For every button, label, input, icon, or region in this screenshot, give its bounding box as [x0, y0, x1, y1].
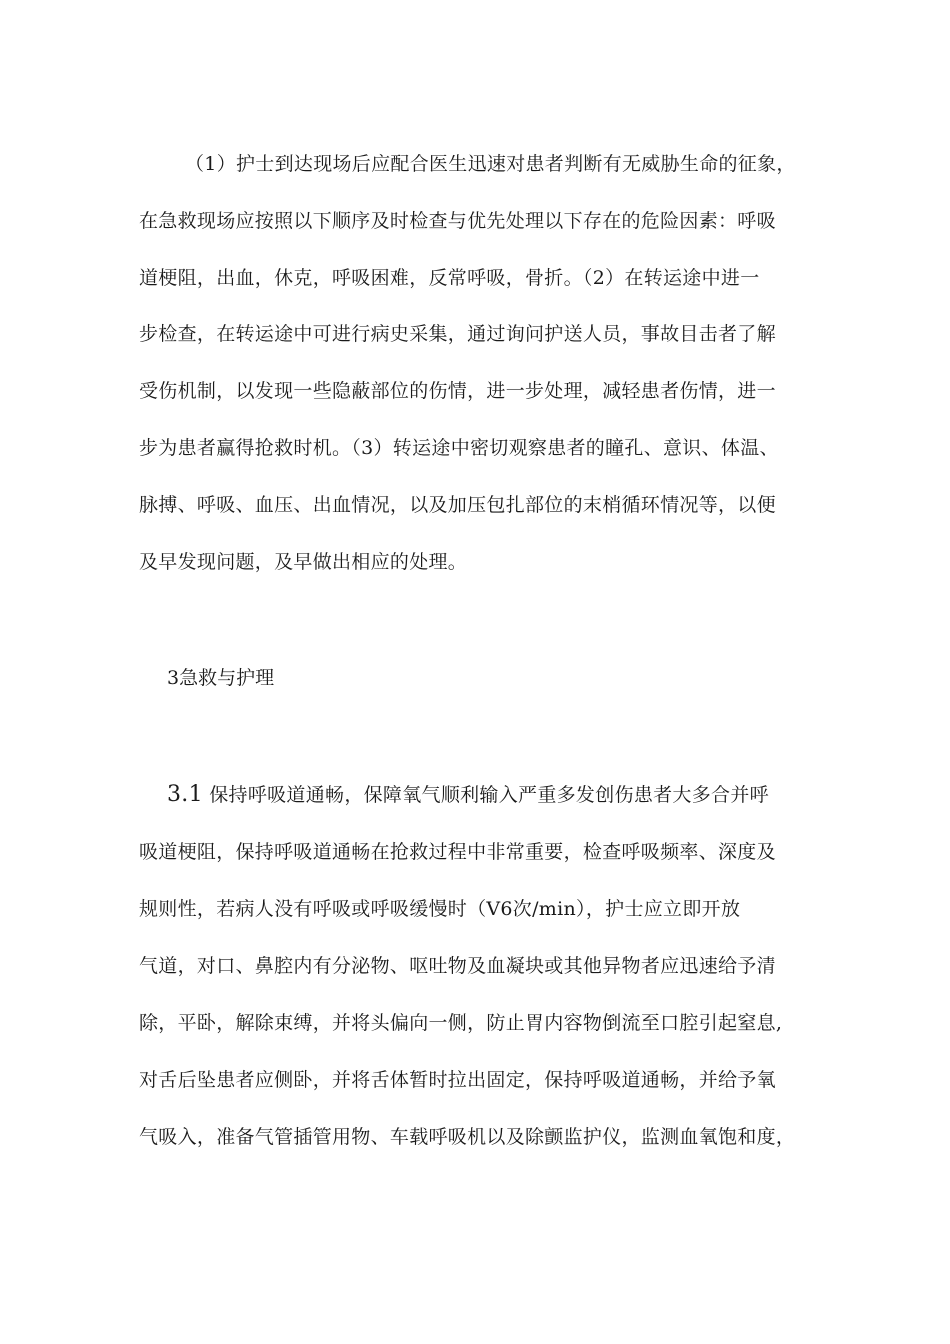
paragraph-2-line-1	[167, 783, 769, 807]
paragraph-2-line-2: 吸道梗阻，保持呼吸道通畅在抢救过程中非常重要，检查呼吸频率、深度及	[139, 841, 776, 863]
paragraph-2-line-6: 对舌后坠患者应侧卧，并将舌体暂时拉出固定，保持呼吸道通畅，并给予氧	[139, 1069, 776, 1091]
paragraph-2-line-1-text: 保持呼吸道通畅，保障氧气顺利输入严重多发创伤患者大多合并呼	[209, 784, 769, 806]
paragraph-2-line-5: 除，平卧，解除束缚，并将头偏向一侧，防止胃内容物倒流至口腔引起窒息,	[139, 1012, 783, 1034]
section-number: 3.1	[167, 782, 203, 807]
paragraph-1-line-8: 及早发现问题，及早做出相应的处理。	[139, 551, 468, 573]
paragraph-1-line-4: 步检查，在转运途中可进行病史采集，通过询问护送人员，事故目击者了解	[139, 323, 776, 345]
paragraph-2-line-3: 规则性，若病人没有呼吸或呼吸缓慢时（V6次/min），护士应立即开放	[139, 898, 741, 920]
paragraph-2-line-7: 气吸入，准备气管插管用物、车载呼吸机以及除颤监护仪，监测血氧饱和度，	[139, 1126, 796, 1148]
paragraph-1-line-3: 道梗阻，出血，休克，呼吸困难，反常呼吸，骨折。（2）在转运途中进一	[139, 267, 760, 289]
paragraph-1-line-5: 受伤机制，以发现一些隐蔽部位的伤情，进一步处理，减轻患者伤情，进一	[139, 380, 776, 402]
paragraph-2-line-4: 气道，对口、鼻腔内有分泌物、呕吐物及血凝块或其他异物者应迅速给予清	[139, 955, 776, 977]
paragraph-1-line-2: 在急救现场应按照以下顺序及时检查与优先处理以下存在的危险因素：呼吸	[139, 210, 776, 232]
paragraph-1-line-7: 脉搏、呼吸、血压、出血情况，以及加压包扎部位的末梢循环情况等，以便	[139, 494, 776, 516]
paragraph-1-line-6: 步为患者赢得抢救时机。（3）转运途中密切观察患者的瞳孔、意识、体温、	[139, 437, 779, 459]
section-heading: 3急救与护理	[167, 667, 275, 689]
paragraph-1-line-1: （1）护士到达现场后应配合医生迅速对患者判断有无威胁生命的征象，	[185, 153, 796, 175]
